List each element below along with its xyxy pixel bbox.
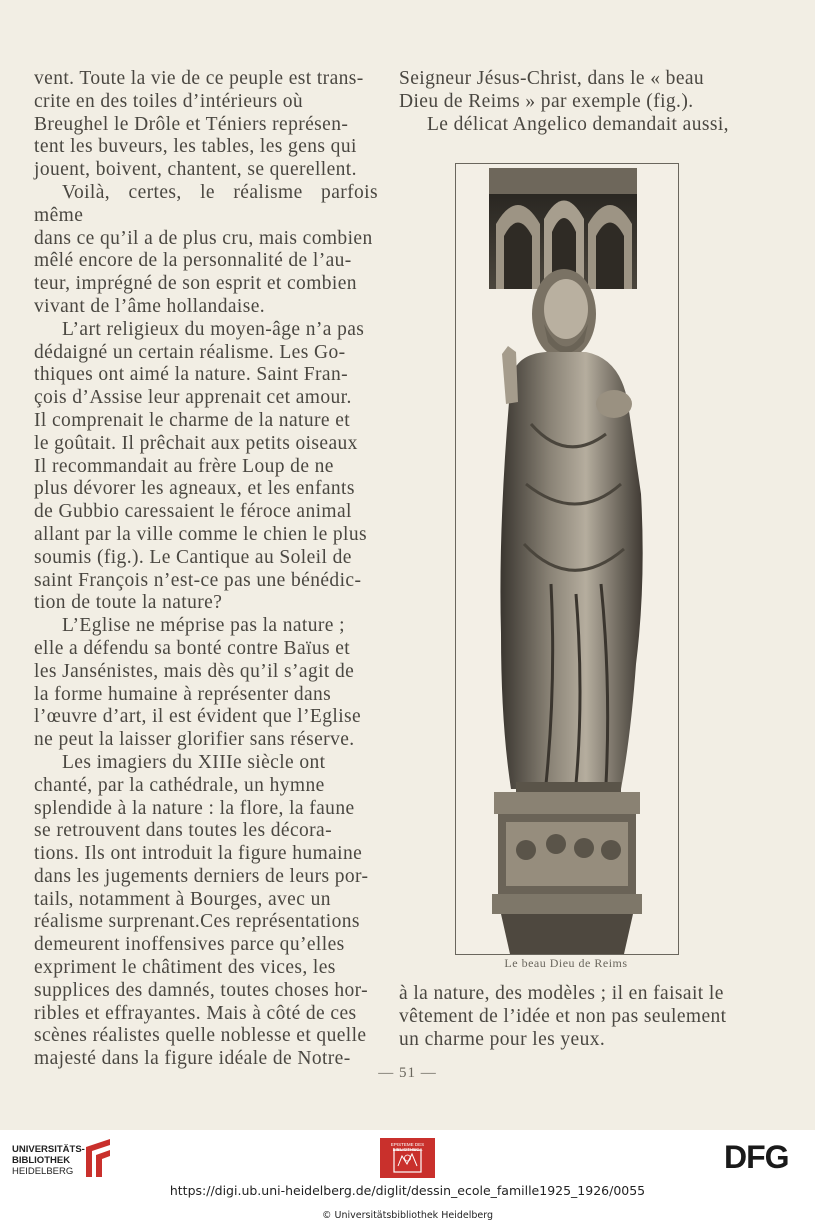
- text-line: Il comprenait le charme de la nature et: [34, 409, 351, 431]
- text-line: tent les buveurs, les tables, les gens qui: [34, 136, 357, 158]
- text-line: vêtement de l’idée et non pas seulement: [399, 1005, 727, 1027]
- text-line: soumis (fig.). Le Cantique au Soleil de: [34, 546, 352, 568]
- source-url-link[interactable]: https://digi.ub.uni-heidelberg.de/diglit/dessin_ecole_famille1925_1926/0055: [169, 1183, 646, 1198]
- episteme-badge[interactable]: [380, 1138, 435, 1178]
- text-line: L’Eglise ne méprise pas la nature ;: [62, 615, 345, 637]
- text-line: un charme pour les yeux.: [399, 1028, 606, 1050]
- text-line: à la nature, des modèles ; il en faisait le: [399, 983, 724, 1004]
- text-line: saint François n’est-ce pas une bénédic-: [34, 569, 362, 591]
- text-line: Le délicat Angelico demandait aussi,: [427, 113, 729, 135]
- dfg-logo[interactable]: DFG: [724, 1139, 789, 1175]
- page-number: — 51 —: [378, 1065, 437, 1081]
- badge-emblem-icon: [380, 1138, 435, 1178]
- text-line: tion de toute la nature?: [34, 592, 223, 614]
- text-line: crite en des toiles d’intérieurs où: [34, 90, 304, 112]
- text-line: plus dévorer les agneaux, et les enfants: [34, 478, 355, 500]
- text-line: dédaigné un certain réalisme. Les Go-: [34, 341, 346, 363]
- text-line: Il recommandait au frère Loup de ne: [34, 455, 334, 477]
- library-name-line3: HEIDELBERG: [12, 1166, 74, 1177]
- text-line: Breughel le Drôle et Téniers représen-: [34, 113, 349, 135]
- text-line: de Gubbio caressaient le féroce animal: [34, 501, 352, 523]
- text-line: Les imagiers du XIIIe siècle ont: [62, 751, 326, 773]
- text-line: allant par la ville comme le chien le plus: [34, 523, 368, 545]
- text-line: le goûtait. Il prêchait aux petits oiseaux: [34, 432, 358, 454]
- text-line: la forme humaine à représenter dans: [34, 683, 332, 705]
- text-line: dans ce qu’il a de plus cru, mais combien: [34, 227, 373, 249]
- text-line: réalisme surprenant.Ces représentations: [34, 911, 360, 933]
- library-name-line2: BIBLIOTHEK: [12, 1155, 71, 1166]
- text-line: se retrouvent dans toutes les décora-: [34, 820, 332, 842]
- text-line: thiques ont aimé la nature. Saint Fran-: [34, 364, 348, 386]
- text-line: supplices des damnés, toutes choses hor-: [34, 979, 369, 1001]
- text-line: teur, imprégné de son esprit et combien: [34, 273, 357, 295]
- badge-label: EPISTEME DES BIBLIOTHECA: [390, 1142, 425, 1152]
- text-line: expriment le châtiment des vices, les: [34, 957, 336, 979]
- text-line: tails, notamment à Bourges, avec un: [34, 888, 331, 910]
- text-line: Dieu de Reims » par exemple (fig.).: [399, 90, 694, 112]
- figure-frame: [455, 163, 679, 955]
- text-line: les Jansénistes, mais dès qu’il s’agit de: [34, 660, 355, 682]
- library-logo-text[interactable]: [12, 1144, 85, 1177]
- text-line: majesté dans la figure idéale de Notre-: [34, 1048, 351, 1070]
- left-text-column: [34, 68, 378, 1071]
- text-line: Voilà, certes, le réalisme parfois même: [34, 181, 378, 226]
- text-line: elle a défendu sa bonté contre Baïus et: [34, 637, 351, 659]
- text-line: splendide à la nature : la flore, la faune: [34, 797, 355, 819]
- statue-illustration: [456, 164, 678, 954]
- text-line: l’œuvre d’art, il est évident que l’Eglise: [34, 706, 362, 728]
- text-line: L’art religieux du moyen-âge n’a pas: [62, 318, 365, 340]
- text-line: chanté, par la cathédrale, un hymne: [34, 774, 325, 796]
- text-line: Seigneur Jésus-Christ, dans le « beau: [399, 68, 705, 89]
- copyright-notice: © Universitätsbibliothek Heidelberg: [321, 1210, 493, 1221]
- library-name-line1: UNIVERSITÄTS-: [12, 1144, 85, 1155]
- right-text-column-top: [399, 68, 739, 136]
- figure-caption: Le beau Dieu de Reims: [504, 956, 628, 970]
- text-line: dans les jugements derniers de leurs por-: [34, 865, 369, 887]
- library-logo-icon[interactable]: [82, 1137, 114, 1181]
- text-line: jouent, boivent, chantent, se querellent.: [34, 159, 357, 181]
- text-line: ne peut la laisser glorifier sans réserve.: [34, 729, 355, 751]
- text-line: vivant de l’âme hollandaise.: [34, 295, 266, 317]
- text-line: ribles et effrayantes. Mais à côté de ces: [34, 1002, 357, 1024]
- text-line: tions. Ils ont introduit la figure humaine: [34, 843, 363, 865]
- text-line: çois d’Assise leur apprenait cet amour.: [34, 387, 352, 409]
- text-line: mêlé encore de la personnalité de l’au-: [34, 250, 352, 272]
- right-text-column-bottom: [399, 983, 739, 1051]
- text-line: scènes réalistes quelle noblesse et quelle: [34, 1025, 367, 1047]
- text-line: demeurent inoffensives parce qu’elles: [34, 934, 345, 956]
- text-line: vent. Toute la vie de ce peuple est trans-: [34, 68, 364, 89]
